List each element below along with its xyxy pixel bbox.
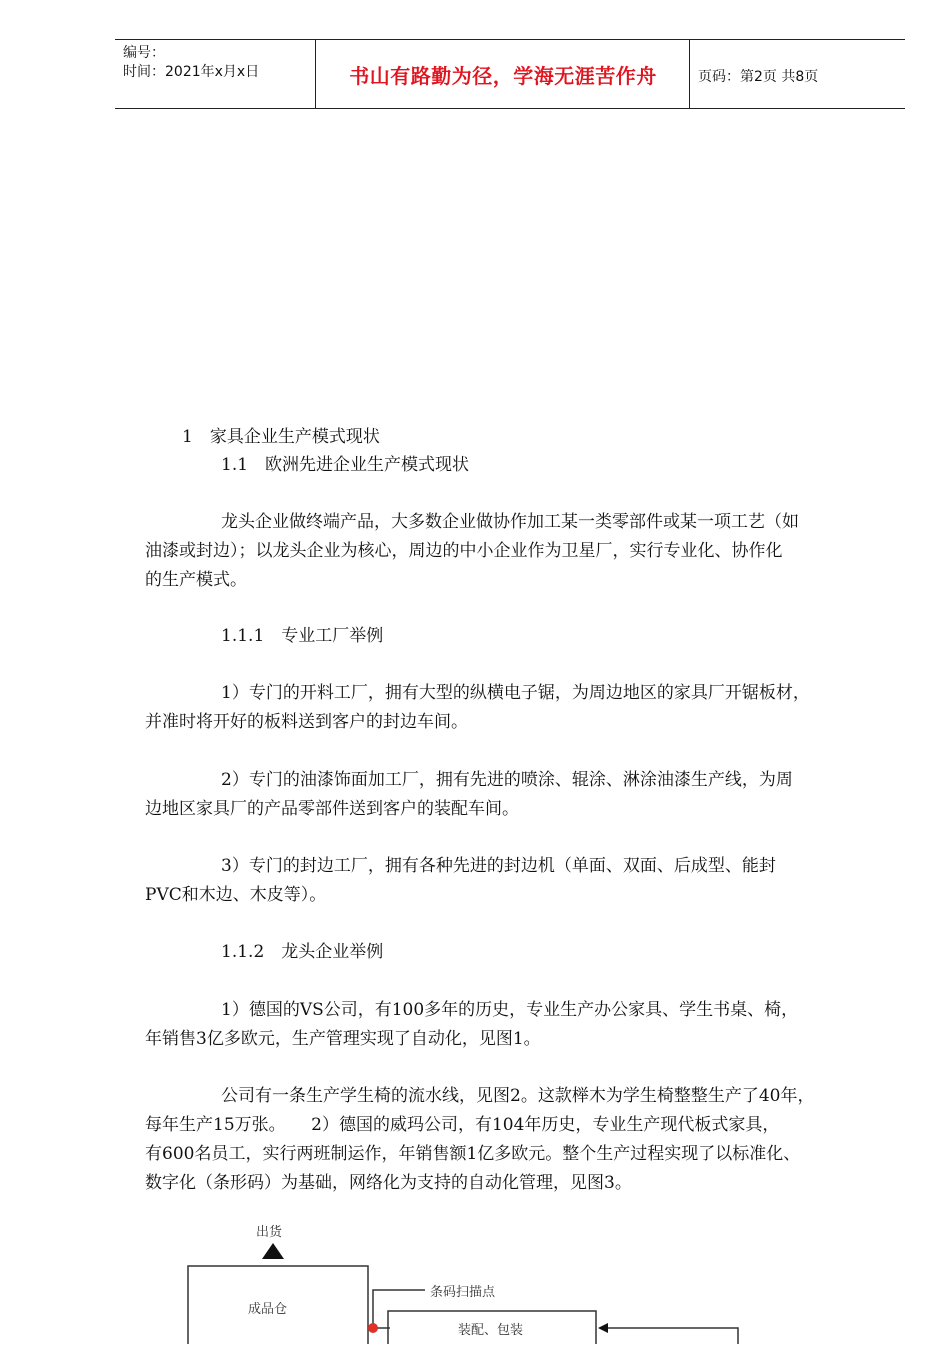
warehouse-label: 成品仓	[248, 1302, 288, 1317]
header-meta	[123, 44, 259, 82]
ship-arrow-icon	[262, 1243, 284, 1259]
text-line: 有600名员工，实行两班制运作，年销售额1亿多欧元。整个生产过程实现了以标准化、	[145, 1144, 801, 1164]
heading-1-1-1: 1.1.1 专业工厂举例	[221, 626, 384, 646]
paragraph-cutting-factory	[145, 679, 885, 737]
text-line: 边地区家具厂的产品零部件送到客户的装配车间。	[145, 799, 519, 819]
text-line: 1）德国的VS公司，有100多年的历史，专业生产办公家具、学生书桌、椅，	[221, 1000, 799, 1020]
text-line: 年销售3亿多欧元，生产管理实现了自动化，见图1。	[145, 1029, 541, 1049]
number-label: 编号：	[123, 45, 165, 61]
scan-point-label: 条码扫描点	[430, 1285, 496, 1300]
text-line: 龙头企业做终端产品，大多数企业做协作加工某一类零部件或某一项工艺（如	[221, 512, 799, 532]
text-line: 2）专门的油漆饰面加工厂，拥有先进的喷涂、辊涂、淋涂油漆生产线，为周	[221, 770, 793, 790]
header-divider	[689, 40, 690, 108]
heading-1-1-2: 1.1.2 龙头企业举例	[221, 942, 384, 962]
paragraph-edging-factory	[145, 852, 885, 910]
scan-point-line	[373, 1290, 425, 1328]
text-line: 并准时将开好的板料送到客户的封边车间。	[145, 712, 468, 732]
text-line: 1）专门的开料工厂，拥有大型的纵横电子锯，为周边地区的家具厂开锯板材，	[221, 683, 810, 703]
assembly-label: 装配、包装	[458, 1323, 524, 1338]
time-label: 时间：2021年x月x日	[123, 64, 260, 80]
arrowhead-icon	[598, 1323, 608, 1333]
paragraph-production-line	[145, 1082, 885, 1198]
text-line: 公司有一条生产学生椅的流水线，见图2。这款榉木为学生椅整整生产了40年，	[221, 1086, 815, 1106]
text-line: 油漆或封边）；以龙头企业为核心，周边的中小企业作为卫星厂，实行专业化、协作化	[145, 541, 783, 561]
figure-flow-diagram	[180, 1215, 750, 1344]
header-motto: 书山有路勤为径，学海无涯苦作舟	[349, 64, 657, 88]
paragraph-intro	[145, 508, 885, 595]
text-line: 的生产模式。	[145, 570, 247, 590]
page-number: 页码：第2页 共8页	[698, 69, 819, 85]
paragraph-painting-factory	[145, 766, 885, 824]
text-line: 数字化（条形码）为基础，网络化为支持的自动化管理，见图3。	[145, 1173, 632, 1193]
header-divider	[315, 40, 316, 108]
text-line: 3）专门的封边工厂，拥有各种先进的封边机（单面、双面、后成型、能封	[221, 856, 776, 876]
ship-label: 出货	[256, 1225, 283, 1240]
heading-1: 1 家具企业生产模式现状	[182, 427, 380, 447]
page-header	[115, 39, 905, 109]
paragraph-vs-company	[145, 996, 885, 1054]
incoming-flow-line	[605, 1328, 738, 1344]
heading-1-1: 1.1 欧洲先进企业生产模式现状	[221, 455, 470, 475]
scan-marker	[368, 1323, 378, 1333]
text-line: 每年生产15万张。 2）德国的威玛公司，有104年历史，专业生产现代板式家具，	[145, 1115, 780, 1135]
text-line: PVC和木边、木皮等）。	[145, 885, 327, 905]
